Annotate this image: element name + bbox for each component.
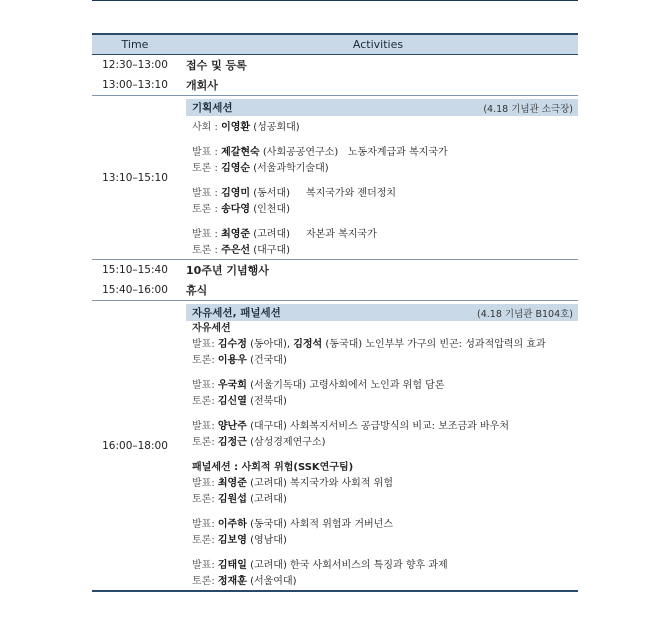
discussion-line: 토론: 김정근 (삼성경제연구소) bbox=[192, 437, 326, 448]
activities-column-header: Activities bbox=[178, 34, 578, 55]
session-row-planning bbox=[92, 96, 578, 260]
presentation-line: 발표: 김태일 (고려대) 한국 사회서비스의 특징과 향후 과제 bbox=[192, 560, 448, 571]
discussion-line: 토론 : 주은선 (대구대) bbox=[192, 245, 291, 256]
presentation-topic: 사회적 위험과 거버넌스 bbox=[290, 519, 394, 530]
presenter-name: 제갈현숙 bbox=[221, 147, 260, 158]
activity-cell: 접수 및 등록 bbox=[186, 59, 247, 72]
discussant-name: 김원섭 bbox=[217, 494, 247, 505]
presentation-topic: 노동자계급과 복지국가 bbox=[347, 147, 448, 158]
presentation-line: 발표: 최영준 (고려대) 복지국가와 사회적 위험 bbox=[192, 478, 394, 489]
presenter-name: 김영미 bbox=[221, 188, 251, 199]
activity-cell: 개회사 bbox=[178, 75, 578, 96]
discussant-name: 김정근 bbox=[217, 437, 247, 448]
presenter-name: 최영준 bbox=[217, 478, 247, 489]
presentation-line: 발표: 양난주 (대구대) 사회복지서비스 공급방식의 비교: 보조금과 바우처 bbox=[192, 421, 509, 432]
discussion-line: 토론 : 김영순 (서울과학기술대) bbox=[192, 163, 329, 174]
presentation-line: 발표 : 김영미 (동서대) 복지국가와 젠더정치 bbox=[192, 188, 397, 199]
activity-cell: 휴식 bbox=[178, 280, 578, 301]
discussion-line: 토론 : 송다영 (인천대) bbox=[192, 204, 291, 215]
discussant-name: 김영순 bbox=[221, 163, 251, 174]
discussant-name: 주은선 bbox=[221, 245, 251, 256]
presentation-topic: 복지국가와 젠더정치 bbox=[305, 188, 397, 199]
discussion-line: 토론: 김보영 (영남대) bbox=[192, 535, 287, 546]
discussant-name: 송다영 bbox=[221, 204, 251, 215]
free-session-title: 자유세션 bbox=[192, 323, 231, 334]
table-header-row bbox=[92, 34, 578, 55]
program-table bbox=[92, 33, 578, 592]
session-cell bbox=[178, 301, 578, 592]
presenter-name: 양난주 bbox=[217, 421, 247, 432]
time-cell: 15:40–16:00 bbox=[92, 280, 178, 301]
presentation-line: 발표 : 최영준 (고려대) 자본과 복지국가 bbox=[192, 229, 377, 240]
time-cell: 13:00–13:10 bbox=[92, 75, 178, 96]
discussion-line: 토론: 김신열 (전북대) bbox=[192, 396, 287, 407]
presentation-line: 발표: 이주하 (동국대) 사회적 위험과 거버넌스 bbox=[192, 519, 394, 530]
discussion-line: 토론: 김원섭 (고려대) bbox=[192, 494, 287, 505]
presentation-topic: 노인부부 가구의 빈곤: 성과적압력의 효과 bbox=[365, 339, 546, 350]
panel-session-title: 패널세션 : 사회적 위험(SSK연구팀) bbox=[192, 462, 354, 473]
activity-cell: 10주년 기념행사 bbox=[186, 264, 269, 277]
top-rule bbox=[92, 0, 578, 1]
session-room: (4.18 기념관 소극장) bbox=[483, 103, 573, 115]
schedule-row bbox=[92, 55, 578, 76]
session-title: 기획세션 bbox=[192, 102, 233, 114]
discussant-name: 김보영 bbox=[217, 535, 247, 546]
session-header bbox=[186, 304, 578, 321]
presenter-name: 김정석 bbox=[293, 339, 323, 350]
discussant-name: 정재훈 bbox=[217, 576, 247, 587]
presentation-line: 발표 : 제갈현숙 (사회공공연구소) 노동자계급과 복지국가 bbox=[192, 147, 448, 158]
session-title: 자유세션, 패널세션 bbox=[192, 307, 281, 319]
discussant-name: 김신열 bbox=[217, 396, 247, 407]
time-cell: 13:10–15:10 bbox=[92, 96, 178, 260]
time-column-header: Time bbox=[92, 34, 178, 55]
schedule-row bbox=[92, 280, 578, 301]
schedule-row bbox=[92, 260, 578, 281]
schedule-row bbox=[92, 75, 578, 96]
discussant-name: 이용우 bbox=[217, 355, 247, 366]
presentation-line: 발표: 김수정 (동아대), 김정석 (동국대) 노인부부 가구의 빈곤: 성과적압력의 효과 bbox=[192, 339, 546, 350]
presentation-topic: 자본과 복지국가 bbox=[305, 229, 377, 240]
presenter-name: 이주하 bbox=[217, 519, 247, 530]
presenter-name: 김태일 bbox=[217, 560, 247, 571]
presentation-topic: 한국 사회서비스의 특징과 향후 과제 bbox=[290, 560, 448, 571]
chair-line: 사회 : 이영환 (성공회대) bbox=[192, 122, 300, 133]
presenter-name: 김수정 bbox=[217, 339, 247, 350]
time-cell: 15:10–15:40 bbox=[102, 264, 168, 276]
presentation-topic: 고령사회에서 노인과 위험 담론 bbox=[309, 380, 445, 391]
session-header bbox=[186, 99, 578, 116]
chair-name: 이영환 bbox=[221, 122, 251, 133]
presenter-name: 최영준 bbox=[221, 229, 251, 240]
presentation-line: 발표: 우국희 (서울기독대) 고령사회에서 노인과 위험 담론 bbox=[192, 380, 445, 391]
presentation-topic: 사회복지서비스 공급방식의 비교: 보조금과 바우처 bbox=[290, 421, 509, 432]
session-room: (4.18 기념관 B104호) bbox=[477, 308, 573, 320]
time-cell: 12:30–13:00 bbox=[102, 59, 168, 71]
time-cell: 16:00–18:00 bbox=[92, 301, 178, 592]
session-cell bbox=[178, 96, 578, 260]
discussion-line: 토론: 이용우 (건국대) bbox=[192, 355, 287, 366]
presentation-topic: 복지국가와 사회적 위험 bbox=[290, 478, 394, 489]
discussion-line: 토론: 정재훈 (서울여대) bbox=[192, 576, 297, 587]
presenter-name: 우국희 bbox=[217, 380, 247, 391]
session-row-free-panel bbox=[92, 301, 578, 592]
